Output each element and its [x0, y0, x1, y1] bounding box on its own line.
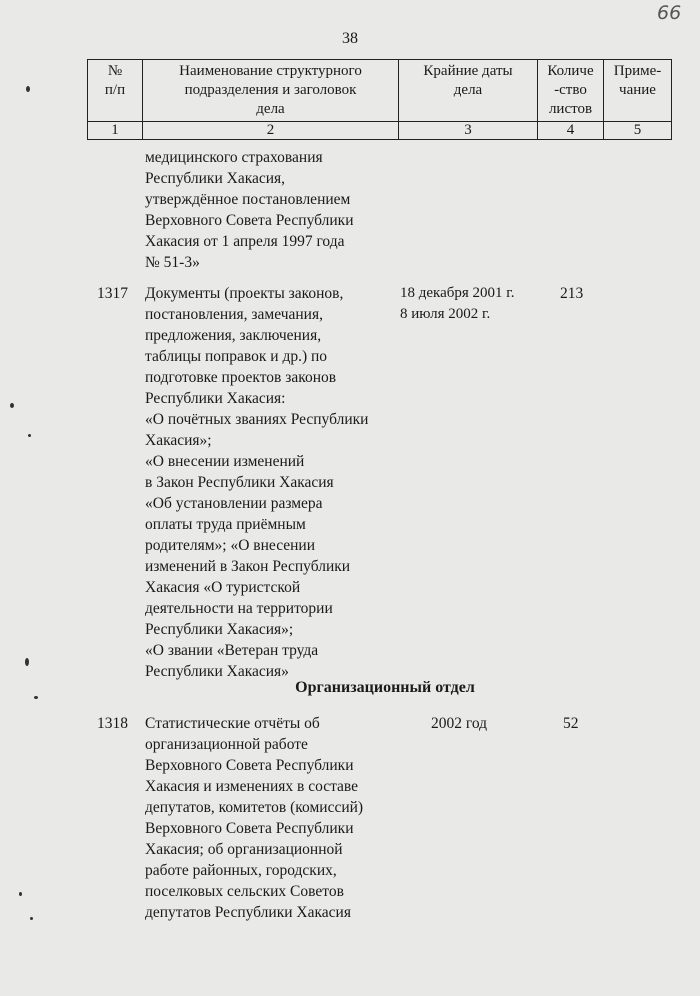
entry-title: Документы (проекты законов, постановления, замечания, предложения, заключения, таблицы поправок и др.) по подготовке проектов законов Республики Хакасия: «О почётных званиях Республики Хакасия»; «О внесении изменений в Закон Республики Хакасия «Об установлении размера оплаты труда приёмным родителям»; «О внесении изменений в Закон Республики Хакасия «О туристской деятельности на территории Республики Хакасия»; «О звании «Ветеран труда Республики Хакасия»: [145, 285, 369, 680]
entry-number: 1317: [97, 285, 128, 302]
column-index: 4: [538, 122, 604, 140]
header-notes: Приме- чание: [604, 60, 672, 122]
entry-sheets: 52: [563, 715, 579, 732]
scan-speck: [25, 658, 29, 666]
entry-number: 1318: [97, 715, 128, 732]
entry-dates: 2002 год: [431, 715, 488, 732]
header-sheets: Количе -ство листов: [538, 60, 604, 122]
scan-speck: [34, 696, 38, 699]
scan-speck: [10, 403, 14, 408]
scan-speck: [26, 86, 30, 92]
entry-title: Статистические отчёты об организационной работе Верховного Совета Республики Хакасия и изменениях в составе депутатов, комитетов (комиссий) Верховного Совета Республики Хакасия; об организационной работе районных, городских, поселковых сельских Советов депутатов Республики Хакасия: [145, 715, 364, 921]
scan-speck: [28, 434, 31, 437]
entry-dates: 18 декабря 2001 г. 8 июля 2002 г.: [400, 285, 515, 322]
column-index: 1: [88, 122, 143, 140]
scan-speck: [19, 892, 22, 896]
entry-sheets: 213: [560, 285, 584, 302]
column-index: 2: [143, 122, 399, 140]
scan-speck: [30, 917, 33, 920]
header-number: № п/п: [88, 60, 143, 122]
section-title: Организационный отдел: [295, 679, 475, 696]
archive-sheet-mark: 66: [657, 2, 682, 24]
inventory-table-header: [87, 59, 672, 140]
continuation-text: медицинского страхования Республики Хакасия, утверждённое постановлением Верховного Совета Республики Хакасия от 1 апреля 1997 года № 51-3»: [145, 149, 354, 271]
column-index: 5: [604, 122, 672, 140]
header-title: Наименование структурного подразделения и заголовок дела: [143, 60, 399, 122]
header-dates: Крайние даты дела: [399, 60, 538, 122]
column-index: 3: [399, 122, 538, 140]
page-number: 38: [342, 30, 358, 47]
